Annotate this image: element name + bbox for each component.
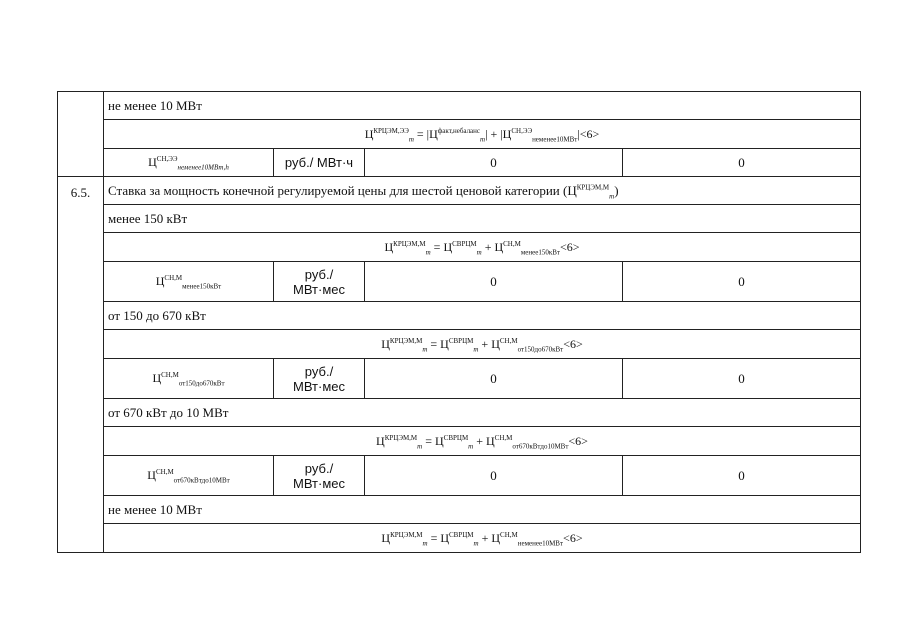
unit-cell: руб./ МВт·мес <box>274 456 365 496</box>
rate-code: $Ц^{СН,М}_{от150до670кВт}$ <box>104 359 274 399</box>
value-cell: 0 <box>623 149 861 177</box>
unit-cell: руб./ МВт·мес <box>274 359 365 399</box>
row-label: менее 150 кВт <box>104 205 861 233</box>
rate-code: $Ц^{СН,ЭЭ}_{неменее10МВт,h}$ <box>104 149 274 177</box>
table-row <box>58 427 861 456</box>
value-cell: 0 <box>623 359 861 399</box>
formula-cell <box>104 120 861 149</box>
row-label: не менее 10 МВт <box>104 92 861 120</box>
formula-cell <box>104 233 861 262</box>
value-cell: 0 <box>365 456 623 496</box>
section-number: 6.5. <box>58 177 104 553</box>
row-label: не менее 10 МВт <box>104 496 861 524</box>
table-row <box>58 330 861 359</box>
formula: $Ц^{КРЦЭМ,М}_m = Ц^{СВРЦМ}_m + Ц^{СН,М}_{от670кВтдо10МВт}<6>$ <box>376 433 588 450</box>
table-row <box>58 120 861 149</box>
table-row <box>58 262 861 302</box>
row-label: от 150 до 670 кВт <box>104 302 861 330</box>
tariff-table <box>57 91 861 553</box>
formula: $Ц^{КРЦЭМ,М}_m = Ц^{СВРЦМ}_m + Ц^{СН,М}_{от150до670кВт}<6>$ <box>381 336 583 353</box>
value-cell: 0 <box>365 262 623 302</box>
value-cell: 0 <box>623 456 861 496</box>
table-row <box>58 92 861 120</box>
formula-cell <box>104 427 861 456</box>
formula-cell <box>104 524 861 553</box>
rate-code: $Ц^{СН,М}_{от670кВтдо10МВт}$ <box>104 456 274 496</box>
table-row <box>58 496 861 524</box>
formula: $Ц^{КРЦЭМ,М}_m = Ц^{СВРЦМ}_m + Ц^{СН,М}_{неменее10МВт}<6>$ <box>381 530 583 547</box>
table-row <box>58 233 861 262</box>
formula-cell <box>104 330 861 359</box>
rate-code: $Ц^{СН,М}_{менее150кВт}$ <box>104 262 274 302</box>
table-row <box>58 302 861 330</box>
table-row <box>58 359 861 399</box>
section-title: Ставка за мощность конечной регулируемой цены для шестой ценовой категории $(Ц^{КРЦЭМ,М}_m)$ <box>104 177 861 205</box>
table-row <box>58 205 861 233</box>
value-cell: 0 <box>365 149 623 177</box>
row-label: от 670 кВт до 10 МВт <box>104 399 861 427</box>
table-row <box>58 177 861 205</box>
unit-cell: руб./ МВт·ч <box>274 149 365 177</box>
formula: $Ц^{КРЦЭМ,М}_m = Ц^{СВРЦМ}_m + Ц^{СН,М}_{менее150кВт}<6>$ <box>384 239 580 256</box>
table-row <box>58 399 861 427</box>
formula: $Ц^{КРЦЭМ,ЭЭ}_m = |Ц^{факт,небаланс}_m| + |Ц^{СН,ЭЭ}_{неменее10МВт}|<6>$ <box>364 126 600 143</box>
value-cell: 0 <box>623 262 861 302</box>
table-row <box>58 524 861 553</box>
table-row <box>58 456 861 496</box>
value-cell: 0 <box>365 359 623 399</box>
table-row <box>58 149 861 177</box>
row-number-cell <box>58 92 104 177</box>
unit-cell: руб./ МВт·мес <box>274 262 365 302</box>
